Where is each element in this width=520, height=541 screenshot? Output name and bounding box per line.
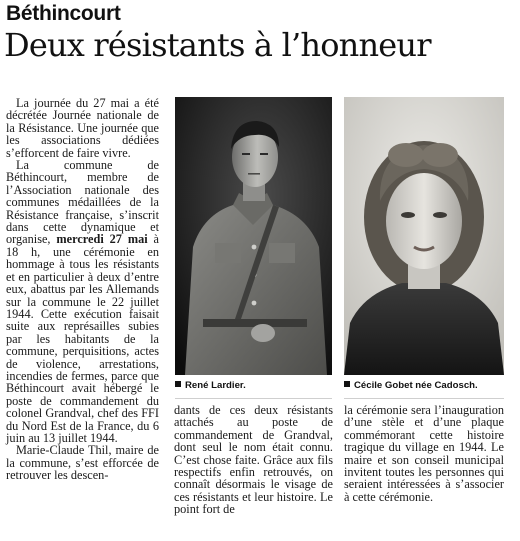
caption-text: Cécile Gobet née Cadosch. xyxy=(354,380,478,391)
caption-square-bullet-icon xyxy=(344,381,350,387)
paragraph-mayor: Marie-Claude Thil, maire de la commune, s’est efforcée de retrouver les descen- xyxy=(6,443,159,483)
paragraph-inauguration: la cérémonie sera l’inauguration d’une stèle et d’une plaque commémorant cette histoire tragique du village en 1944. Le maire et son conseil municipal invitent toutes les personnes qui seraient intéressées à s’associer à cette cérémonie. xyxy=(344,403,504,504)
caption-square-bullet-icon xyxy=(175,381,181,387)
portrait-soldier-image xyxy=(175,97,332,375)
article-headline: Deux résistants à l’honneur xyxy=(4,26,431,64)
article-column-1 xyxy=(6,97,159,482)
caption-divider xyxy=(344,398,504,399)
paragraph-intro: La journée du 27 mai a été décrétée Journée nationale de la Résistance. Une journée que les associations dédiées s’efforcent de faire vivre. xyxy=(6,96,159,160)
article-column-2 xyxy=(174,404,333,516)
photo-cecile-gobet xyxy=(344,97,504,375)
photo-caption-cecile-gobet xyxy=(344,380,478,391)
caption-divider xyxy=(175,398,332,399)
article-column-3 xyxy=(344,404,504,503)
caption-text: René Lardier. xyxy=(185,380,246,391)
article-kicker: Béthincourt xyxy=(6,2,121,25)
paragraph-ceremony-lead: La commune de Béthincourt, membre de l’Association nationale des communes médaillées de la Résistance française, s’inscrit dans cette dynamique et organise, xyxy=(6,158,159,247)
ceremony-date: mercredi 27 mai xyxy=(56,232,148,247)
paragraph-ceremony-rest: à 18 h, une cérémonie en hommage à tous les résistants et en particulier à deux d’entre eux, abattus par les Allemands sur la commune le 22 juillet 1944. Cette exécution faisait suite aux représailles subies par les habitants de la commune, perquisitions, actes de violence, arrestations, incendies de fermes, parce que Béthincourt avait hébergé le poste de commandement du colonel Grandval, chef des FFI du Nord Est de la France, du 6 juin au 13 juillet 1944. xyxy=(6,232,159,445)
portrait-woman-image xyxy=(344,97,504,375)
photo-caption-rene-lardier xyxy=(175,380,246,391)
paragraph-descendants: dants de ces deux résistants attachés au poste de commandement de Grandval, dont seul le nom était connu. C’est chose faite. Grâce aux fils respectifs enfin retrouvés, on connaît désormais le visage de ces résistants et leur histoire. Le point fort de xyxy=(174,403,333,517)
paragraph-ceremony xyxy=(6,159,159,444)
photo-rene-lardier xyxy=(175,97,332,375)
